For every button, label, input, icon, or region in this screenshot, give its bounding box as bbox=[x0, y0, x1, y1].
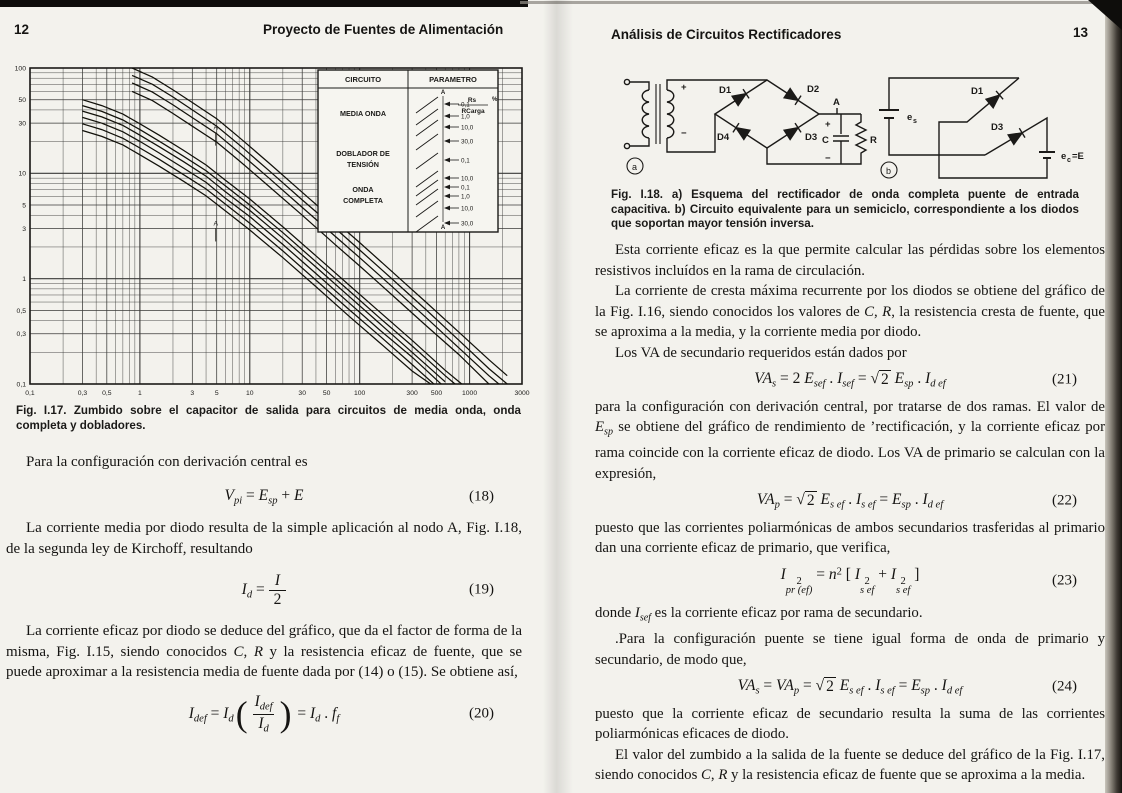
page-gutter-shadow bbox=[543, 0, 573, 793]
svg-text:30: 30 bbox=[298, 390, 306, 397]
paragraph: La corriente de cresta máxima recurrente por los diodos se obtiene del gráfico de la Fig. I.16, siendo conocidos los valores de C, R, la resistencia cresta de fuente, que se aproxima a la media, y la corriente media por diodo. bbox=[595, 283, 1105, 340]
scan-artifact-page-edge bbox=[1105, 0, 1122, 793]
paragraph: Para la configuración con derivación central es bbox=[26, 454, 308, 470]
d1-label: D1 bbox=[971, 86, 984, 97]
svg-text:10: 10 bbox=[18, 170, 26, 178]
d2-label: D2 bbox=[807, 84, 820, 95]
svg-text:0,1: 0,1 bbox=[461, 101, 470, 109]
svg-text:100: 100 bbox=[14, 65, 26, 73]
paragraph: puesto que las corrientes poliarmónicas de ambos secundarios trasferidas al primario dan una corriente eficaz de primario, que verifica, bbox=[595, 519, 1105, 557]
equation-number: (20) bbox=[469, 705, 494, 722]
svg-text:300: 300 bbox=[406, 390, 418, 397]
svg-text:50: 50 bbox=[322, 390, 331, 397]
paragraph: La corriente eficaz por diodo se deduce del gráfico, que da el factor de forma de la misma, Fig. I.15, siendo conocidos C, R y la resistencia eficaz de fuente, que se puede aproximar a la resistencia media de fuente dada por (14) o (15). Se obtiene así, bbox=[6, 622, 522, 681]
svg-text:COMPLETA: COMPLETA bbox=[343, 196, 383, 205]
svg-text:1: 1 bbox=[22, 276, 26, 284]
svg-text:10,0: 10,0 bbox=[461, 175, 474, 183]
svg-text:1,0: 1,0 bbox=[461, 113, 470, 121]
svg-text:100: 100 bbox=[354, 390, 366, 397]
equation-number: (22) bbox=[1052, 492, 1077, 509]
load-label-sub: c bbox=[1067, 157, 1071, 164]
svg-text:DOBLADOR DE: DOBLADOR DE bbox=[336, 149, 390, 158]
input-terminal-top bbox=[624, 79, 629, 84]
ripple-chart-svg bbox=[0, 60, 532, 406]
chart-legend bbox=[318, 70, 498, 232]
paragraph: .Para la configuración puente se tiene igual forma de onda de primario y secundario, de modo que, bbox=[595, 631, 1105, 668]
secondary-plus-label: + bbox=[681, 82, 687, 93]
svg-text:0,3: 0,3 bbox=[16, 331, 26, 339]
load-label-eq: =E bbox=[1072, 151, 1084, 162]
svg-text:0,1: 0,1 bbox=[461, 184, 470, 192]
d3-label: D3 bbox=[991, 122, 1004, 133]
svg-text:A: A bbox=[213, 124, 219, 132]
running-header-right: Análisis de Circuitos Rectificadores bbox=[611, 27, 842, 42]
circuit-diagram-equivalent bbox=[867, 60, 1112, 187]
svg-text:10,0: 10,0 bbox=[461, 205, 474, 213]
diode-d4 bbox=[733, 123, 750, 139]
svg-text:Rs: Rs bbox=[467, 97, 477, 104]
paragraph: donde $I_{sef}$ es la corriente eficaz por rama de secundario. bbox=[595, 605, 923, 624]
equation-19: $I_d$ = $\frac{I}{2}$ (19) bbox=[241, 572, 494, 608]
svg-text:0,1: 0,1 bbox=[16, 381, 26, 389]
svg-text:A: A bbox=[440, 225, 446, 231]
figure-caption-i18: Fig. I.18. a) Esquema del rectificador de onda completa puente de entrada capacitiva. b) Circuito equivalente para un semiciclo, correspondiente a los diodos que soportan mayor tensión inversa. bbox=[611, 188, 1079, 230]
svg-text:MEDIA ONDA: MEDIA ONDA bbox=[339, 109, 387, 118]
paragraph: La corriente media por diodo resulta de la simple aplicación al nodo A, Fig. I.18, de la segunda ley de Kirchoff, resultando bbox=[6, 520, 522, 558]
svg-text:0,5: 0,5 bbox=[16, 307, 26, 315]
equation-21: $VA_s = 2$ $E_{sef}$ . $I_{sef}$ = √ 2 $E_{sp}$ . $I_{d ef}$ (21) bbox=[754, 370, 1077, 390]
capacitor-label: C bbox=[822, 135, 829, 146]
svg-text:0,1: 0,1 bbox=[25, 390, 35, 397]
bottom-rail bbox=[767, 148, 861, 164]
svg-text:ONDA: ONDA bbox=[352, 185, 374, 194]
svg-text:30: 30 bbox=[18, 120, 26, 128]
output-plus-label: + bbox=[825, 119, 831, 130]
equation-18: $V_{pi} = E_{sp} + E$ (18) bbox=[224, 486, 494, 507]
diode-d3 bbox=[1008, 128, 1025, 144]
page-number-left: 12 bbox=[14, 22, 30, 37]
svg-text:0,3: 0,3 bbox=[77, 390, 88, 397]
svg-text:5: 5 bbox=[22, 202, 26, 210]
equation-22: $VA_p$ = √ 2 $E_{s ef}$ . $I_{s ef} = E_{sp}$ . $I_{d ef}$ (22) bbox=[756, 491, 1077, 511]
left-text-column bbox=[6, 452, 522, 743]
paragraph: Los VA de secundario requeridos están dados por bbox=[615, 344, 907, 361]
svg-text:TENSIÓN: TENSIÓN bbox=[347, 160, 379, 169]
page-number-right: 13 bbox=[1073, 25, 1089, 40]
right-page bbox=[561, 0, 1122, 793]
equation-number: (21) bbox=[1052, 371, 1077, 388]
input-terminal-bottom bbox=[624, 143, 629, 148]
tag-b-label: b bbox=[886, 166, 892, 176]
resistor-label: R bbox=[870, 135, 877, 146]
svg-text:A: A bbox=[440, 90, 446, 96]
svg-text:10,0: 10,0 bbox=[461, 124, 474, 132]
primary-wires bbox=[630, 82, 649, 146]
svg-text:A: A bbox=[213, 220, 219, 228]
equation-number: (19) bbox=[469, 581, 494, 598]
paragraph: El valor del zumbido a la salida de la fuente se deduce del gráfico de la Fig. I.17, siendo conocidos C, R y la resistencia eficaz de fuente que se aproxima a la media. bbox=[595, 746, 1105, 784]
ripple-chart-figure bbox=[0, 60, 532, 406]
diode-d1 bbox=[732, 89, 749, 105]
svg-text:0,1: 0,1 bbox=[461, 157, 470, 165]
node-a-wire bbox=[819, 108, 861, 114]
output-minus-label: − bbox=[825, 153, 831, 164]
d4-label: D4 bbox=[717, 132, 730, 143]
equation-20: $I_{def} = I_d$( $\frac{I_{def}}{I_d}$ ) = $I_d$ . $f_f$ (20) bbox=[188, 693, 494, 735]
paragraph: puesto que la corriente eficaz de secundario resulta la suma de las corrientes poliarmónicas eficaces de diodo. bbox=[595, 705, 1105, 743]
svg-text:500: 500 bbox=[430, 390, 443, 397]
transformer-primary-coil bbox=[642, 90, 649, 138]
tag-a-label: a bbox=[632, 162, 638, 172]
resistor bbox=[856, 114, 866, 156]
secondary-minus-label: − bbox=[681, 128, 687, 139]
scan-artifact-top-band bbox=[0, 0, 528, 7]
svg-text:30,0: 30,0 bbox=[461, 220, 474, 228]
diode-d2 bbox=[784, 89, 801, 105]
svg-text:1: 1 bbox=[138, 390, 142, 397]
svg-text:CIRCUITO: CIRCUITO bbox=[344, 75, 382, 84]
svg-text:10: 10 bbox=[246, 390, 254, 397]
svg-text:5: 5 bbox=[214, 390, 219, 397]
figure-caption-i17: Fig. I.17. Zumbido sobre el capacitor de salida para circuitos de media onda, onda completa y dobladores. bbox=[16, 404, 521, 432]
battery-ec bbox=[1039, 152, 1055, 158]
svg-text:RCarga: RCarga bbox=[461, 108, 485, 115]
equation-number: (23) bbox=[1052, 572, 1077, 589]
svg-text:1000: 1000 bbox=[462, 390, 478, 397]
transformer-secondary-coil bbox=[667, 90, 674, 138]
svg-text:PARAMETRO: PARAMETRO bbox=[429, 75, 477, 84]
equation-23: I 2 pr (ef) = $n^2$ [ I 2 s ef + I 2 s ef ] (23) bbox=[780, 565, 1077, 597]
right-text-column bbox=[595, 240, 1105, 786]
svg-text:3: 3 bbox=[22, 225, 26, 233]
paragraph: Esta corriente eficaz es la que permite calcular las pérdidas sobre los elementos resistivos incluídos en la rama de circulación. bbox=[595, 242, 1105, 279]
svg-text:50: 50 bbox=[18, 97, 26, 105]
d1-label: D1 bbox=[719, 85, 732, 96]
node-a-label: A bbox=[833, 97, 840, 108]
battery-es bbox=[879, 110, 899, 118]
svg-text:30,0: 30,0 bbox=[461, 138, 474, 146]
equation-number: (24) bbox=[1052, 678, 1077, 695]
svg-text:1,0: 1,0 bbox=[461, 193, 470, 201]
diode-d3 bbox=[784, 123, 801, 139]
running-header-left: Proyecto de Fuentes de Alimentación bbox=[263, 22, 504, 37]
circuit-diagram-bridge bbox=[619, 60, 881, 187]
d3-label: D3 bbox=[805, 132, 818, 143]
svg-text:3000: 3000 bbox=[514, 390, 530, 397]
load-label-base: e bbox=[1061, 151, 1067, 162]
equation-24: $VA_s = VA_p$ = √ 2 $E_{s ef}$ . $I_{s ef} = E_{sp}$ . $I_{d ef}$ (24) bbox=[737, 677, 1077, 697]
paragraph: para la configuración con derivación central, por tratarse de dos ramas. El valor de $E_{sp}$ se obtiene del gráfico de rendimiento de ’rectificación, y la corriente eficaz por rama coincide con la corriente eficaz de diodo. Los VA de primario se calculan con la expresión, bbox=[595, 398, 1105, 482]
scan-artifact-top-streak bbox=[520, 1, 1122, 4]
svg-text:3: 3 bbox=[190, 390, 195, 397]
source-label-base: e bbox=[907, 112, 913, 123]
svg-text:0,5: 0,5 bbox=[102, 390, 112, 397]
equation-number: (18) bbox=[469, 488, 494, 505]
source-label-sub: s bbox=[913, 118, 917, 125]
transformer-core bbox=[656, 84, 660, 144]
capacitor bbox=[833, 114, 849, 164]
svg-text:%: % bbox=[492, 97, 498, 103]
